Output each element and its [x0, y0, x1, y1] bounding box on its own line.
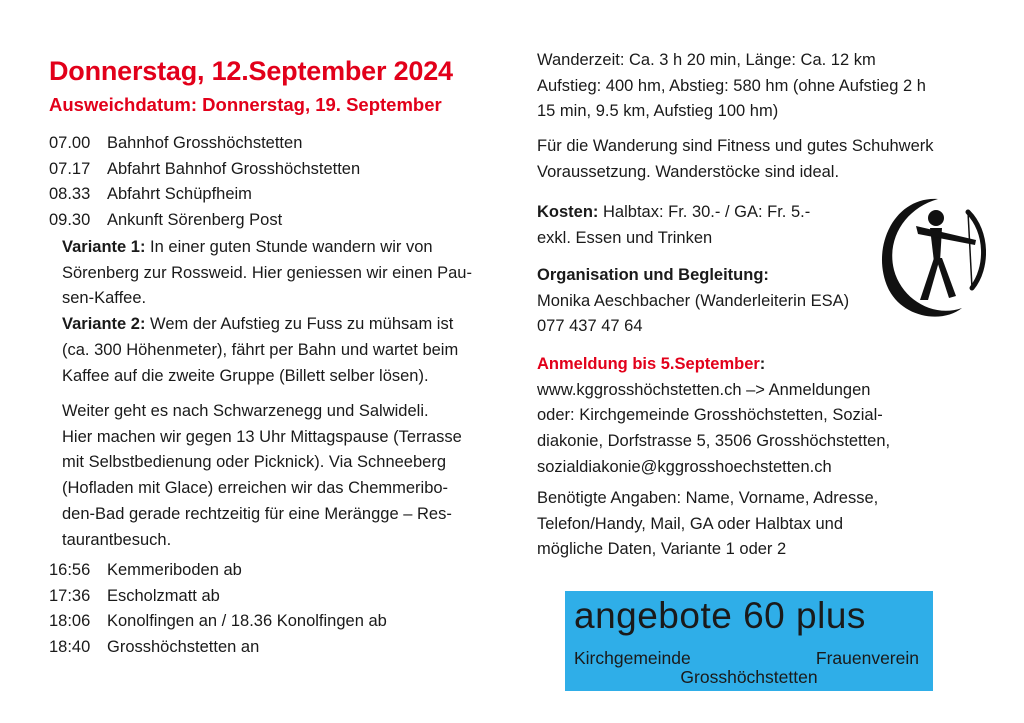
variant-1-line: Sörenberg zur Rossweid. Hier geniessen wir einen Pau- [62, 263, 472, 282]
schedule-text: Grosshöchstetten an [107, 638, 260, 657]
organisation-name: Monika Aeschbacher (Wanderleiterin ESA) [537, 291, 850, 310]
organisation-block [537, 263, 849, 340]
logo-kirchgemeinde: Kirchgemeinde [574, 648, 691, 668]
hike-line: Wanderzeit: Ca. 3 h 20 min, Länge: Ca. 12 km [537, 51, 876, 69]
paragraph-line: den-Bad gerade rechtzeitig für eine Merängge – Res- [62, 504, 452, 523]
schedule-text: Abfahrt Bahnhof Grosshöchstetten [107, 159, 361, 178]
logo-location: Grosshöchstetten [680, 667, 818, 687]
schedule-time: 18:40 [49, 638, 91, 657]
required-line: mögliche Daten, Variante 1 oder 2 [537, 540, 787, 559]
alternate-date: Ausweichdatum: Donnerstag, 19. September [49, 94, 442, 115]
organisation-phone: 077 437 47 64 [537, 317, 643, 336]
variant-1-text: In einer guten Stunde wandern wir von [145, 238, 433, 256]
schedule-text: Bahnhof Grosshöchstetten [107, 134, 303, 152]
archer-emblem-icon [876, 196, 986, 320]
paragraph-line: (Hofladen mit Glace) erreichen wir das Chemmeribo- [62, 479, 449, 498]
registration-label: Anmeldung bis 5.September [537, 355, 760, 373]
angebote-logo [565, 591, 933, 691]
variant-1-line: sen-Kaffee. [62, 289, 147, 308]
variant-2-line [62, 312, 472, 338]
registration-address: diakonie, Dorfstrasse 5, 3506 Grosshöchstetten, [537, 432, 891, 451]
schedule-row [49, 558, 387, 584]
variant-2-text: Wem der Aufstieg zu Fuss zu mühsam ist [145, 315, 454, 334]
costs-text: Halbtax: Fr. 30.- / GA: Fr. 5.- [598, 203, 811, 221]
hike-line: 15 min, 9.5 km, Aufstieg 100 hm) [537, 102, 779, 121]
evening-schedule [49, 558, 387, 661]
schedule-time: 08.33 [49, 185, 91, 204]
schedule-time: 17:36 [49, 586, 91, 605]
hike-details [537, 48, 926, 125]
required-line: Telefon/Handy, Mail, GA oder Halbtax und [537, 514, 844, 533]
variant-2-line: (ca. 300 Höhenmeter), fährt per Bahn und wartet beim [62, 340, 459, 359]
required-line: Benötigte Angaben: Name, Vorname, Adresse, [537, 489, 879, 507]
costs-block [537, 200, 810, 251]
logo-title: angebote 60 plus [574, 595, 866, 636]
schedule-time: 09.30 [49, 211, 91, 230]
costs-label: Kosten: [537, 203, 599, 221]
fitness-line: Voraussetzung. Wanderstöcke sind ideal. [537, 162, 840, 181]
registration-colon: : [759, 355, 766, 373]
schedule-time: 07.17 [49, 159, 91, 178]
paragraph-line: Weiter geht es nach Schwarzenegg und Salwideli. [62, 402, 429, 420]
variant-1-label: Variante 1: [62, 238, 146, 256]
schedule-text: Konolfingen an / 18.36 Konolfingen ab [107, 612, 387, 631]
schedule-time: 07.00 [49, 134, 91, 152]
schedule-text: Escholzmatt ab [107, 586, 220, 605]
organisation-label: Organisation und Begleitung: [537, 266, 769, 284]
registration-email[interactable]: sozialdiakonie@kggrosshoechstetten.ch [537, 457, 832, 476]
fitness-note [537, 134, 934, 185]
page-title: Donnerstag, 12.September 2024 [49, 56, 453, 86]
variant-1-line [62, 235, 472, 261]
fitness-line: Für die Wanderung sind Fitness und gutes Schuhwerk [537, 137, 934, 155]
schedule-row [49, 157, 360, 183]
logo-frauenverein: Frauenverein [815, 648, 919, 668]
registration-link[interactable]: www.kggrosshöchstetten.ch –> Anmeldungen [537, 380, 871, 399]
paragraph-line: Hier machen wir gegen 13 Uhr Mittagspause (Terrasse [62, 427, 462, 446]
continuation-paragraph [62, 399, 462, 553]
registration-address: oder: Kirchgemeinde Grosshöchstetten, Sozial- [537, 406, 883, 425]
costs-text: exkl. Essen und Trinken [537, 228, 713, 247]
hike-line: Aufstieg: 400 hm, Abstieg: 580 hm (ohne Aufstieg 2 h [537, 76, 926, 95]
schedule-row [49, 584, 387, 610]
required-info [537, 486, 878, 563]
schedule-time: 18:06 [49, 612, 91, 631]
registration-block [537, 352, 890, 481]
schedule-row [49, 208, 360, 234]
variants-block [62, 235, 472, 389]
schedule-row [49, 131, 360, 157]
schedule-text: Abfahrt Schüpfheim [107, 185, 252, 204]
schedule-row [49, 609, 387, 635]
variant-2-label: Variante 2: [62, 315, 146, 334]
schedule-row [49, 635, 387, 661]
schedule-row [49, 182, 360, 208]
schedule-text: Kemmeriboden ab [107, 561, 242, 579]
schedule-time: 16:56 [49, 561, 91, 579]
paragraph-line: mit Selbstbedienung oder Picknick). Via Schneeberg [62, 453, 447, 472]
schedule-text: Ankunft Sörenberg Post [107, 211, 283, 230]
variant-2-line: Kaffee auf die zweite Gruppe (Billett selber lösen). [62, 366, 429, 385]
morning-schedule [49, 131, 360, 234]
paragraph-line: taurantbesuch. [62, 530, 172, 549]
